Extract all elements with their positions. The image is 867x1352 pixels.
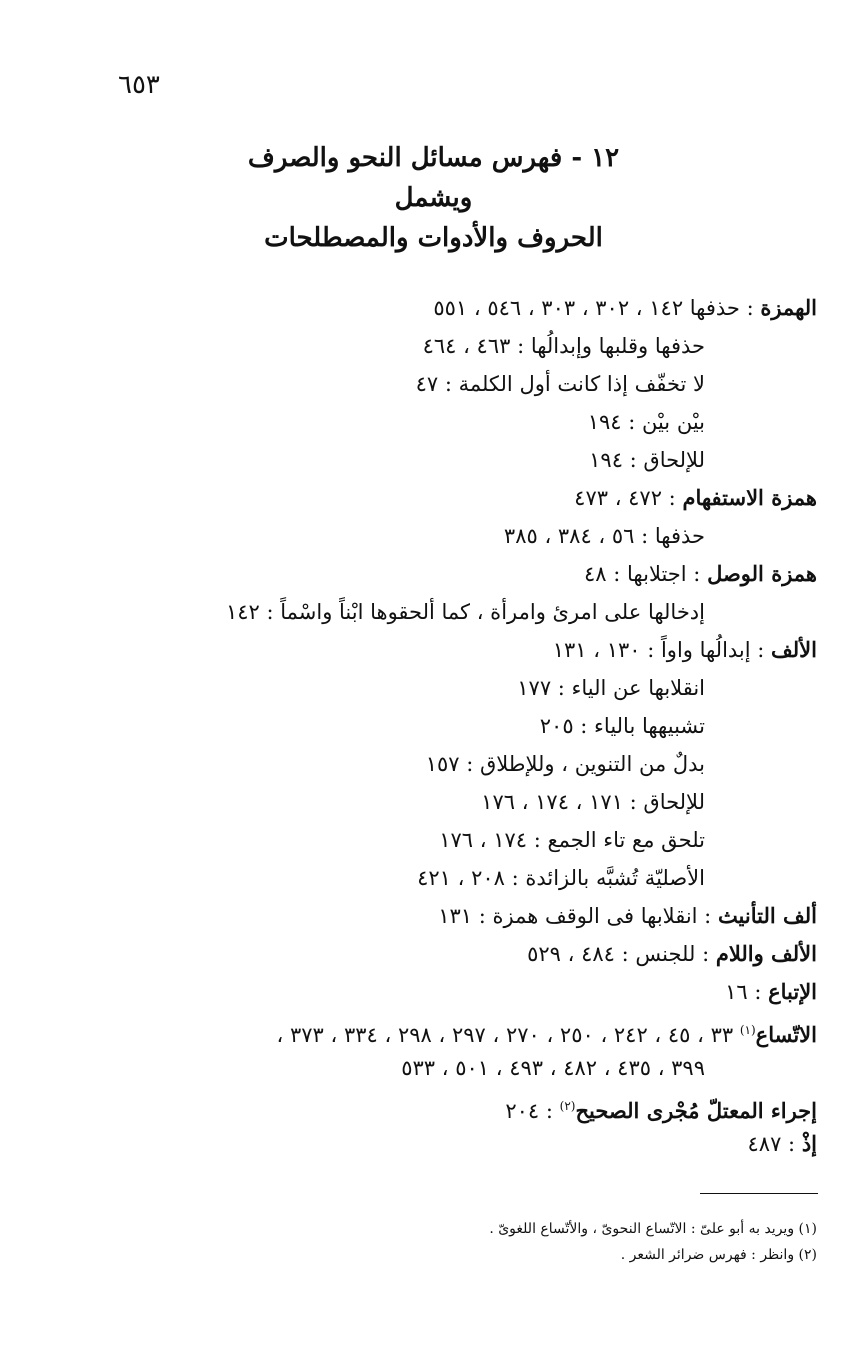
index-entry (438, 898, 817, 934)
footnote-ref: (١) (739, 1023, 756, 1037)
entry-text: : ٤٧٢ ، ٤٧٣ (574, 486, 683, 510)
entry-heading: الهمزة (760, 295, 817, 320)
entry-heading: إجراء المعتلّ مُجْرى الصحيح (575, 1098, 817, 1123)
entry-text: : إبدالُها واواً : ١٣٠ ، ١٣١ (552, 638, 772, 662)
index-entry (401, 1050, 705, 1086)
entry-text: : ٢٠٤ (505, 1099, 560, 1123)
index-title (0, 138, 867, 258)
entry-text: بيْن بيْن : ١٩٤ (587, 410, 705, 434)
entry-text: : حذفها ١٤٢ ، ٣٠٢ ، ٣٠٣ ، ٥٤٦ ، ٥٥١ (433, 296, 761, 320)
entry-heading: الألف واللام (715, 941, 817, 966)
index-entry (574, 480, 817, 516)
index-entry (423, 328, 705, 364)
entry-heading: الإتباع (768, 979, 817, 1004)
index-entry (439, 822, 705, 858)
entry-text: بدلٌ من التنوين ، وللإطلاق : ١٥٧ (425, 752, 705, 776)
index-entry (277, 1012, 817, 1053)
entry-text: ٣٩٩ ، ٤٣٥ ، ٤٨٢ ، ٤٩٣ ، ٥٠١ ، ٥٣٣ (401, 1056, 705, 1080)
entry-text: للإلحاق : ١٧١ ، ١٧٤ ، ١٧٦ (481, 790, 705, 814)
index-entry (584, 556, 817, 592)
entry-text: حذفها وقلبها وإبدالُها : ٤٦٣ ، ٤٦٤ (422, 334, 705, 358)
index-entry (504, 518, 705, 554)
entry-heading: همزة الوصل (707, 561, 817, 586)
entry-text: إدخالها على امرئ وامرأة ، كما ألحقوها ابْناً واسْماً : ١٤٢ (225, 600, 705, 624)
entry-text: للإلحاق : ١٩٤ (589, 448, 705, 472)
footnote-2: (٢) وانظر : فهرس ضرائر الشعر . (620, 1247, 817, 1263)
entry-text: : انقلابها فى الوقف همزة : ١٣١ (438, 904, 718, 928)
title-line-2: ويشمل (394, 183, 473, 213)
title-line-3: الحروف والأدوات والمصطلحات (264, 223, 603, 253)
entry-text: الأصليّة تُشبَّه بالزائدة : ٢٠٨ ، ٤٢١ (417, 866, 705, 890)
entry-heading: الألف (771, 637, 817, 662)
entry-text: : للجنس : ٤٨٤ ، ٥٢٩ (527, 942, 716, 966)
entry-text: لا تخفّف إذا كانت أول الكلمة : ٤٧ (415, 372, 705, 396)
index-entry (589, 442, 705, 478)
index-entry (725, 974, 817, 1010)
index-entry (417, 860, 705, 896)
index-entry (517, 670, 705, 706)
entry-text: انقلابها عن الياء : ١٧٧ (517, 676, 705, 700)
index-entry (527, 936, 817, 972)
entry-heading: همزة الاستفهام (682, 485, 817, 510)
index-entry (226, 594, 705, 630)
index-entry (588, 404, 705, 440)
index-entry (433, 290, 817, 326)
entry-text: تشبيهها بالياء : ٢٠٥ (539, 714, 705, 738)
footnotes (57, 1216, 817, 1268)
title-line-1: ١٢ - فهرس مسائل النحو والصرف (247, 143, 620, 173)
entry-text: : ١٦ (725, 980, 769, 1004)
entry-text: : اجتلابها : ٤٨ (584, 562, 708, 586)
footnote-divider (700, 1193, 818, 1194)
page-number: ٦٥٣ (118, 70, 160, 100)
entry-text: حذفها : ٥٦ ، ٣٨٤ ، ٣٨٥ (503, 524, 705, 548)
index-entry (481, 784, 705, 820)
entry-heading: ألف التأنيث (717, 903, 817, 928)
index-entry (416, 366, 705, 402)
index-entry (748, 1126, 817, 1162)
entry-text: ٣٣ ، ٤٥ ، ٢٤٢ ، ٢٥٠ ، ٢٧٠ ، ٢٩٧ ، ٢٩٨ ، ٣٣٤ ، ٣٧٣ ، (276, 1023, 740, 1047)
footnote-ref: (٢) (559, 1099, 576, 1113)
index-entry (553, 632, 817, 668)
entry-text: : ٤٨٧ (747, 1132, 802, 1156)
index-entry (426, 746, 705, 782)
entry-heading: إذْ (801, 1131, 817, 1156)
footnote-1: (١) ويريد به أبو علىّ : الاتّساع النحوىّ ، والأتّساع اللغوىّ . (489, 1221, 817, 1237)
entry-text: تلحق مع تاء الجمع : ١٧٤ ، ١٧٦ (439, 828, 705, 852)
index-entry (540, 708, 705, 744)
entry-heading: الاتّساع (755, 1022, 817, 1047)
index-entry (505, 1088, 817, 1129)
